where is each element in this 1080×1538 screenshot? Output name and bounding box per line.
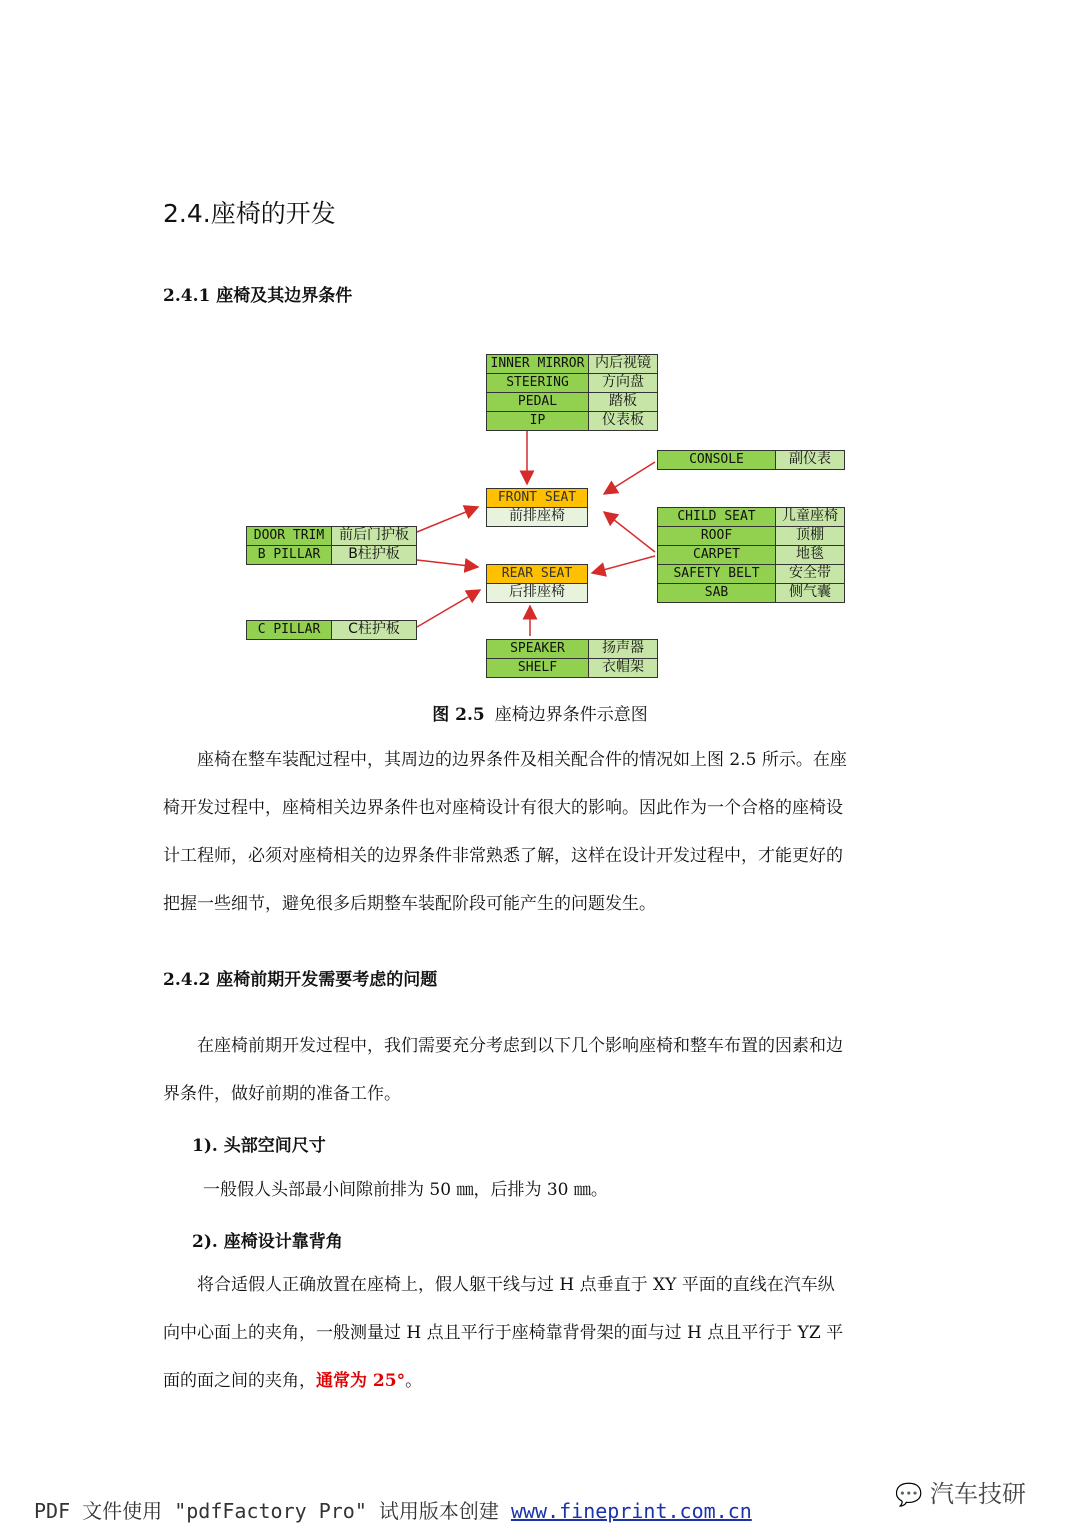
- right-group-cn-2: 地毯: [775, 545, 845, 565]
- para1-line-3: 计工程师，必须对座椅相关的边界条件非常熟悉了解，这样在设计开发过程中，才能更好的: [163, 846, 843, 866]
- figure-label: 图 2.5: [432, 705, 485, 725]
- para2-line-1: 在座椅前期开发过程中，我们需要充分考虑到以下几个影响座椅和整车布置的因素和边: [197, 1036, 843, 1056]
- console-en-0: CONSOLE: [657, 450, 776, 470]
- left-group-en-1: B PILLAR: [246, 545, 332, 565]
- item-1-text: [203, 1166, 963, 1214]
- top-group-en-2: PEDAL: [486, 392, 589, 412]
- c-pillar-cn-0: C柱护板: [331, 620, 417, 640]
- item2-line-3-suffix: 。: [405, 1371, 423, 1391]
- section-heading: 2.4.座椅的开发: [163, 199, 336, 228]
- watermark-text: 汽车技研: [930, 1480, 1027, 1508]
- footer-text: PDF 文件使用 "pdfFactory Pro" 试用版本创建: [34, 1499, 511, 1523]
- c-pillar-en-0: C PILLAR: [246, 620, 332, 640]
- right-group-cn-4: 侧气囊: [775, 583, 845, 603]
- left-group-cn-0: 前后门护板: [331, 526, 417, 546]
- para1-line-2: 椅开发过程中，座椅相关边界条件也对座椅设计有很大的影响。因此作为一个合格的座椅设: [163, 798, 843, 818]
- item2-line-3: [163, 1357, 923, 1405]
- right-group-en-4: SAB: [657, 583, 776, 603]
- subsection-heading-2: 2.4.2 座椅前期开发需要考虑的问题: [163, 970, 438, 990]
- rear-seat-en: REAR SEAT: [486, 564, 588, 584]
- arrow-right-to-front: [604, 512, 655, 552]
- top-group-en-0: INNER MIRROR: [486, 354, 589, 374]
- arrow-doortrim-to-front: [417, 507, 478, 532]
- bottom-group-en-0: SPEAKER: [486, 639, 589, 659]
- figure-title: 座椅边界条件示意图: [494, 705, 648, 725]
- right-group-en-1: ROOF: [657, 526, 776, 546]
- pdf-footer: [34, 1495, 752, 1524]
- top-group-en-3: IP: [486, 411, 589, 431]
- rear-seat-cn: 后排座椅: [486, 583, 588, 603]
- right-group-en-2: CARPET: [657, 545, 776, 565]
- top-group-cn-2: 踏板: [588, 392, 658, 412]
- front-seat-en: FRONT SEAT: [486, 488, 588, 508]
- top-group-cn-0: 内后视镜: [588, 354, 658, 374]
- right-group-cn-1: 顶棚: [775, 526, 845, 546]
- right-group-cn-3: 安全带: [775, 564, 845, 584]
- angle-highlight: 通常为 25°: [316, 1371, 406, 1391]
- front-seat-cn: 前排座椅: [486, 507, 588, 527]
- arrow-right-to-rear: [592, 556, 655, 573]
- arrow-cpillar-to-rear: [417, 590, 480, 627]
- right-group-cn-0: 儿童座椅: [775, 507, 845, 527]
- arrow-bpillar-to-rear: [417, 560, 478, 567]
- item-1-title: 1). 头部空间尺寸: [192, 1136, 326, 1156]
- paragraph-1: [163, 736, 923, 928]
- bottom-group-cn-0: 扬声器: [588, 639, 658, 659]
- item1-line: 一般假人头部最小间隙前排为 50 ㎜，后排为 30 ㎜。: [203, 1180, 608, 1200]
- left-group-en-0: DOOR TRIM: [246, 526, 332, 546]
- right-group-en-3: SAFETY BELT: [657, 564, 776, 584]
- subsection-heading-1: 2.4.1 座椅及其边界条件: [163, 286, 353, 306]
- para1-line-1: 座椅在整车装配过程中，其周边的边界条件及相关配合件的情况如上图 2.5 所示。在座: [197, 750, 847, 770]
- watermark: [895, 1474, 1026, 1509]
- item-2-title: 2). 座椅设计靠背角: [192, 1232, 343, 1252]
- footer-link[interactable]: www.fineprint.com.cn: [510, 1499, 752, 1523]
- top-group-en-1: STEERING: [486, 373, 589, 393]
- bottom-group-en-1: SHELF: [486, 658, 589, 678]
- top-group-cn-1: 方向盘: [588, 373, 658, 393]
- left-group-cn-1: B柱护板: [331, 545, 417, 565]
- arrow-console-to-front: [604, 462, 655, 494]
- item2-line-1: 将合适假人正确放置在座椅上，假人躯干线与过 H 点垂直于 XY 平面的直线在汽车纵: [197, 1275, 835, 1295]
- para1-line-4: 把握一些细节，避免很多后期整车装配阶段可能产生的问题发生。: [163, 894, 656, 914]
- item-2-text: [163, 1261, 923, 1405]
- para2-line-2: 界条件，做好前期的准备工作。: [163, 1084, 401, 1104]
- top-group-cn-3: 仪表板: [588, 411, 658, 431]
- console-cn-0: 副仪表: [775, 450, 845, 470]
- right-group-en-0: CHILD SEAT: [657, 507, 776, 527]
- item2-line-3-prefix: 面的面之间的夹角，: [163, 1371, 316, 1391]
- item2-line-2: 向中心面上的夹角，一般测量过 H 点且平行于座椅靠背骨架的面与过 H 点且平行于 YZ 平: [163, 1323, 844, 1343]
- figure-caption: [0, 700, 1080, 725]
- paragraph-2: [163, 1022, 923, 1118]
- wechat-icon: 💬: [895, 1483, 923, 1508]
- bottom-group-cn-1: 衣帽架: [588, 658, 658, 678]
